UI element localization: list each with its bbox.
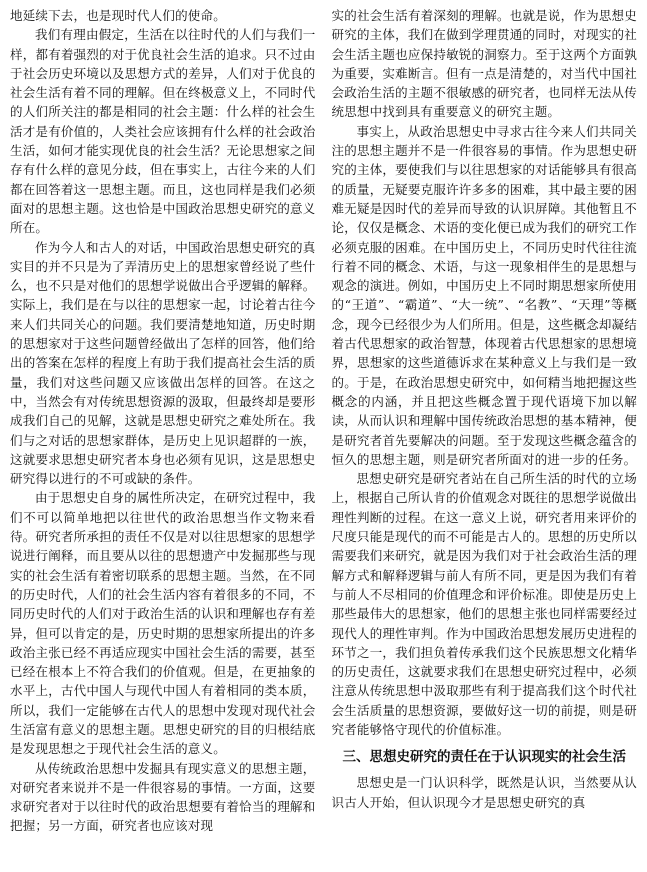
paragraph: 地延续下去，也是现时代人们的使命。 (10, 8, 226, 23)
paragraph: 由于思想史自身的属性所决定，在研究过程中，我们不可以简单地把以往世代的政治思想当作文物来看待。研究者所承担的责任不仅是对以往思想家的思想学说进行阐释，而且要从以往的思想遗产中发掘那些与现实的社会生活有着密切联系的思想主题。当然，在不同的历史时代，人们的社会生活内容有着很多的不同，不同历史时代的人们对于政治生活的认识和理解也存有差异，但可以肯定的是，历史时期的思想家所提出的许多政治主张已经不再适应现实中国社会生活的需要，甚至已经在根本上不符合我们的价值观。但是，在更抽象的水平上，古代中国人与现代中国人有着相同的类本质，所以，我们一定能够在古代人的思想中发现对现代社会生活富有意义的思想主题。思想史研究的目的归根结底是发现思想之于现代社会生活的意义。 (10, 490, 316, 757)
right-column (332, 6, 638, 872)
left-column (10, 6, 316, 872)
paragraph: 从传统政治思想中发掘具有现实意义的思想主题，对研究者来说并不是一件很容易的事情。一方面，这要求研究者对于以往时代的政治思想要有着恰当的理解和把握；另一方面，研究者也应该对现 (10, 760, 316, 834)
paragraph: 作为今人和古人的对话，中国政治思想史研究的真实目的并不只是为了弄清历史上的思想家曾经说了些什么，也不只是对他们的思想学说做出合乎逻辑的解释。实际上，我们是在与以往的思想家一起，讨论着古往今来人们共同关心的问题。我们要清楚地知道，历史时期的思想家对于这些问题曾经做出了怎样的回答，他们给出的答案在怎样的程度上有助于我们提高社会生活的质量，我们对这些问题又应该做出怎样的回答。在这之中，当然会有对传统思想资源的汲取，但最终却是要形成我们自己的见解，这就是思想史研究之难处所在。我们与之对话的思想家群体，是历史上见识超群的一族，这就要求思想史研究者本身也必须有见识，这是思想史研究得以进行的不可或缺的条件。 (10, 239, 316, 487)
paragraph: 思想史是一门认识科学，既然是认识，当然要从认识古人开始，但认识现今才是思想史研究的真 (331, 775, 637, 810)
paragraph: 我们有理由假定，生活在以往时代的人们与我们一样，都有着强烈的对于优良社会生活的追求。只不过由于社会历史环境以及思想方式的差异，人们对于优良的社会生活有着不同的理解。但在终极意义上，不同时代的人们所关注的都是相同的社会主题：什么样的社会生活才是有价值的，人类社会应该拥有什么样的社会政治生活，如何才能实现优良的社会生活？无论思想家之间存有什么样的意见分歧，但在事实上，古往今来的人们都在回答着这一思想主题。而且，这也同样是我们必须面对的思想主题。这也恰是中国政治思想史研究的意义所在。 (10, 27, 316, 236)
paragraph: 实的社会生活有着深刻的理解。也就是说，作为思想史研究的主体，我们在做到学理贯通的同时，对现实的社会生活主题也应保持敏锐的洞察力。至于这两个方面孰为重要，实难断言。但有一点是清楚的，对当代中国社会政治生活的主题不很敏感的研究者，也同样无法从传统思想中找到具有重要意义的研究主题。 (331, 8, 637, 120)
section-heading: 三、思想史研究的责任在于认识现实的社会生活 (342, 749, 626, 766)
paragraph: 事实上，从政治思想史中寻求古往今来人们共同关注的思想主题并不是一件很容易的事情。作为思想史研究的主体，要使我们与以往思想家的对话能够具有很高的质量，无疑要克服许许多多的困难，其中最主要的困难无疑是因时代的差异而导致的认识屏障。其他暂且不论，仅仅是概念、术语的变化便已成为我们的研究工作必须克服的困难。在中国历史上，不同历史时代往往流行着不同的概念、术语，与这一现象相伴生的是思想与观念的演进。例如，中国历史上不同时期思想家所使用的“王道”、“霸道”、“大一统”、“名教”、“天理”等概念，现今已经很少为人们所用。但是，这些概念却凝结着古代思想家的政治智慧，体现着古代思想家的思想境界，思想家的这些道德诉求在某种意义上与我们是一致的。于是，在政治思想史研究中，如何精当地把握这些概念的内涵，并且把这些概念置于现代语境下加以解读，从而认识和理解中国传统政治思想的基本精神，便是研究者首先要解决的问题。至于发现这些概念蕴含的恒久的思想主题，则是研究者所面对的进一步的任务。 (331, 123, 637, 467)
paragraph: 思想史研究是研究者站在自己所生活的时代的立场上，根据自己所认肯的价值观念对既往的思想学说做出理性判断的过程。在这一意义上说，研究者用来评价的尺度只能是现代的而不可能是古人的。思想的历史所以需要我们来研究，就是因为我们对于社会政治生活的理解方式和解释逻辑与前人有所不同，更是因为我们有着与前人不尽相同的价值理念和评价标准。即使是历史上那些最伟大的思想家，他们的思想主张也同样需要经过现代人的理性审判。作为中国政治思想发展历史进程的环节之一，我们担负着传承我们这个民族思想文化精华的历史责任，这就要求我们在思想史研究过程中，必须注意从传统思想中汲取那些有利于提高我们这个时代社会生活质量的思想资源，要做好这一切的前提，则是研究者能够恪守现代的价值标准。 (331, 471, 637, 737)
